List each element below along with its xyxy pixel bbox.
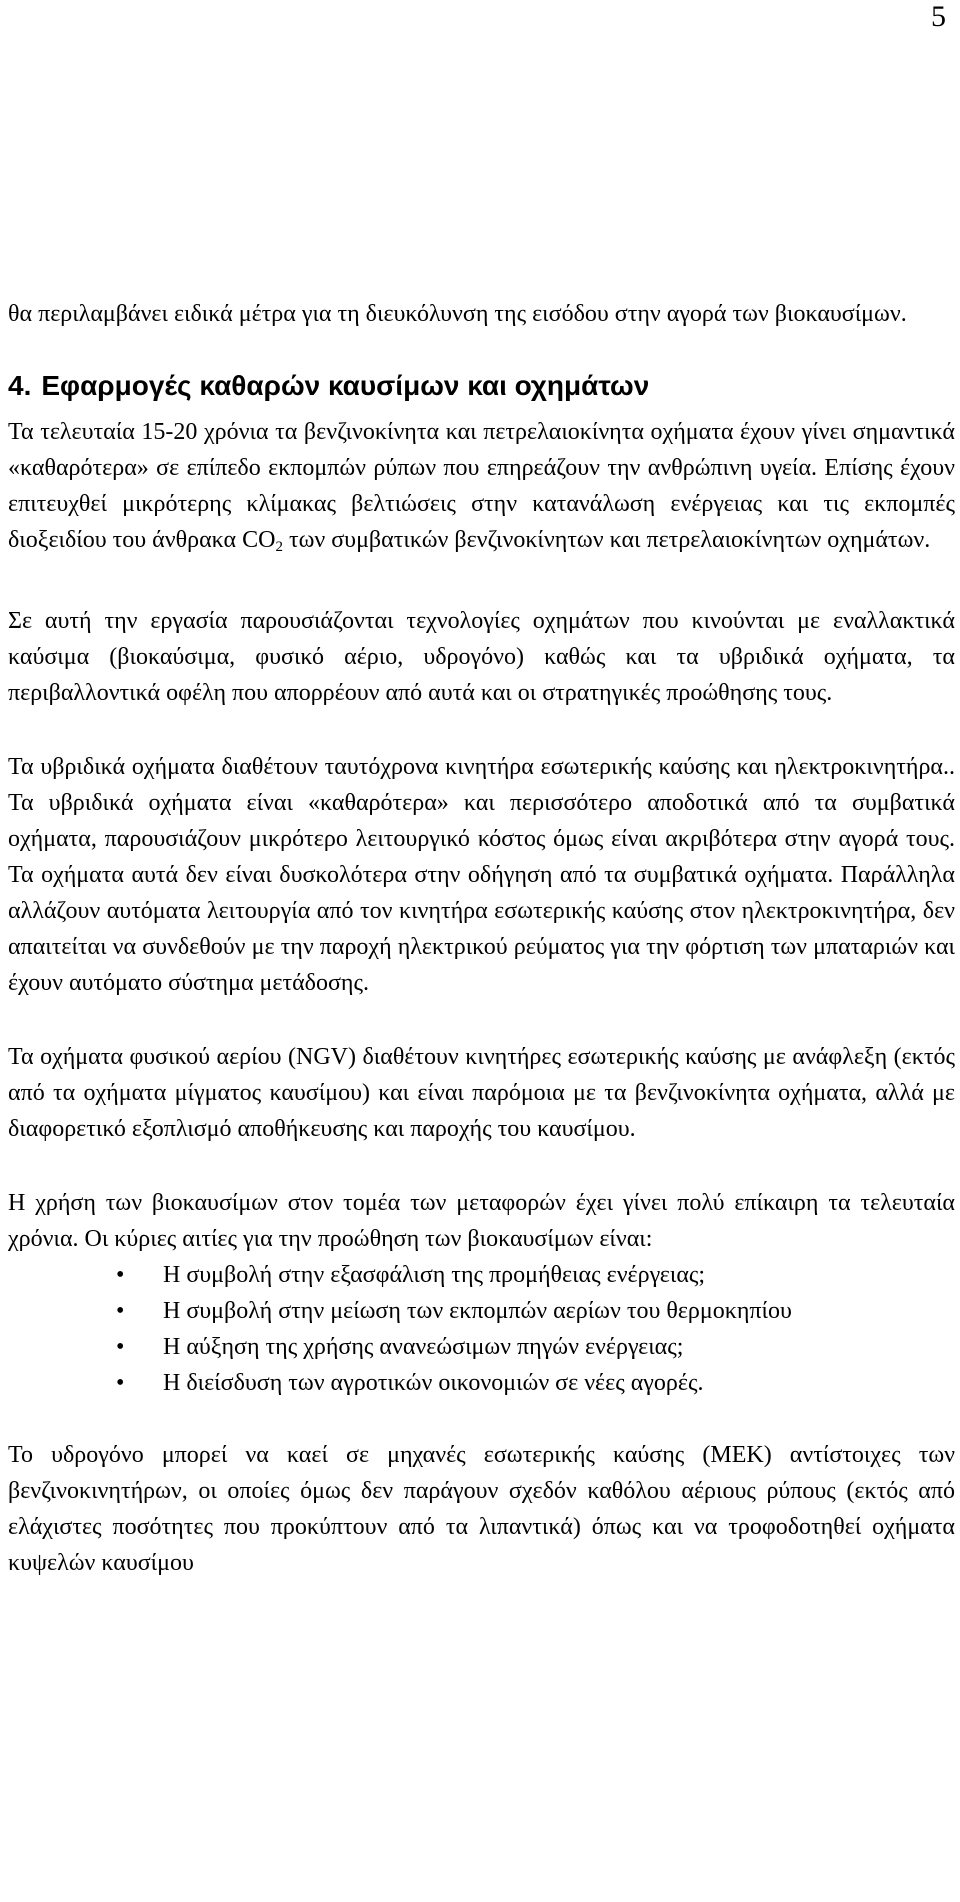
intro-paragraph: θα περιλαμβάνει ειδικά μέτρα για τη διευκόλυνση της εισόδου στην αγορά των βιοκαυσίμων. — [8, 301, 907, 327]
document-body — [8, 296, 955, 1581]
paragraph-alternative-fuels: Σε αυτή την εργασία παρουσιάζονται τεχνολογίες οχημάτων που κινούνται με εναλλακτικά καύσιμα (βιοκαύσιμα, φυσικό αέριο, υδρογόνο) καθώς και τα υβριδικά οχήματα, τα περιβαλλοντικά οφέλη που απορρέουν από αυτά και οι στρατηγικές προώθησης τους. — [8, 608, 955, 706]
list-item: • Η αύξηση της χρήσης ανανεώσιμων πηγών ενέργειας; — [8, 1329, 955, 1365]
paragraph-clean-vehicles — [8, 414, 955, 565]
list-item: • Η συμβολή στην μείωση των εκπομπών αερίων του θερμοκηπίου — [8, 1293, 955, 1329]
paragraph-text-end: των συμβατικών βενζινοκίνητων και πετρελαιοκίνητων οχημάτων. — [282, 527, 931, 553]
paragraph-biofuels: Η χρήση των βιοκαυσίμων στον τομέα των μεταφορών έχει γίνει πολύ επίκαιρη τα τελευταία χρόνια. Οι κύριες αιτίες για την προώθηση των βιοκαυσίμων είναι: — [8, 1190, 955, 1252]
co2-subscript: 2 — [275, 539, 283, 555]
paragraph-natural-gas-vehicles: Τα οχήματα φυσικού αερίου (NGV) διαθέτουν κινητήρες εσωτερικής καύσης με ανάφλεξη (εκτός από τα οχήματα μίγματος καυσίμου) και είναι παρόμοια με τα βενζινοκίνητα οχήματα, αλλά με διαφορετικό εξοπλισμό αποθήκευσης και παροχής του καυσίμου. — [8, 1044, 955, 1142]
paragraph-text: Τα τελευταία 15-20 χρόνια τα βενζινοκίνητα και πετρελαιοκίνητα οχήματα έχουν γίνει σημαντικά «καθαρότερα» σε επίπεδο εκπομπών ρύπων που επηρεάζουν την ανθρώπινη υγεία. Επίσης έχουν επιτευχθεί μικρότερης κλίμακας βελτιώσεις στην κατανάλωση ενέργειας και τις εκπομπές διοξειδίου του άνθρακα CO — [8, 419, 955, 553]
paragraph-hydrogen: Το υδρογόνο μπορεί να καεί σε μηχανές εσωτερικής καύσης (ΜΕΚ) αντίστοιχες των βενζινοκινητήρων, οι οποίες όμως δεν παράγουν σχεδόν καθόλου αέριους ρύπους (εκτός από ελάχιστες ποσότητες που προκύπτουν από τα λιπαντικά) όπως και να τροφοδοτηθεί οχήματα κυψελών καυσίμου — [8, 1442, 955, 1576]
biofuel-reasons-list — [8, 1257, 955, 1401]
section-number: 4. — [8, 370, 32, 401]
list-item: • Η συμβολή στην εξασφάλιση της προμήθειας ενέργειας; — [8, 1257, 955, 1293]
page-number: 5 — [931, 0, 946, 33]
list-item: • Η διείσδυση των αγροτικών οικονομιών σε νέες αγορές. — [8, 1365, 955, 1401]
section-heading — [8, 368, 955, 404]
section-title: Εφαρμογές καθαρών καυσίμων και οχημάτων — [41, 370, 650, 401]
paragraph-hybrid-vehicles: Τα υβριδικά οχήματα διαθέτουν ταυτόχρονα κινητήρα εσωτερικής καύσης και ηλεκτροκινητήρα.. Τα υβριδικά οχήματα είναι «καθαρότερα» και περισσότερο αποδοτικά από τα συμβατικά οχήματα, παρουσιάζουν μικρότερο λειτουργικό κόστος όμως είναι ακριβότερα στην αγορά τους. Τα οχήματα αυτά δεν είναι δυσκολότερα στην οδήγηση από τα συμβατικά οχήματα. Παράλληλα αλλάζουν αυτόματα λειτουργία από τον κινητήρα εσωτερικής καύσης στον ηλεκτροκινητήρα, δεν απαιτείται να συνδεθούν με την παροχή ηλεκτρικού ρεύματος για την φόρτιση των μπαταριών και έχουν αυτόματο σύστημα μετάδοσης. — [8, 754, 955, 996]
